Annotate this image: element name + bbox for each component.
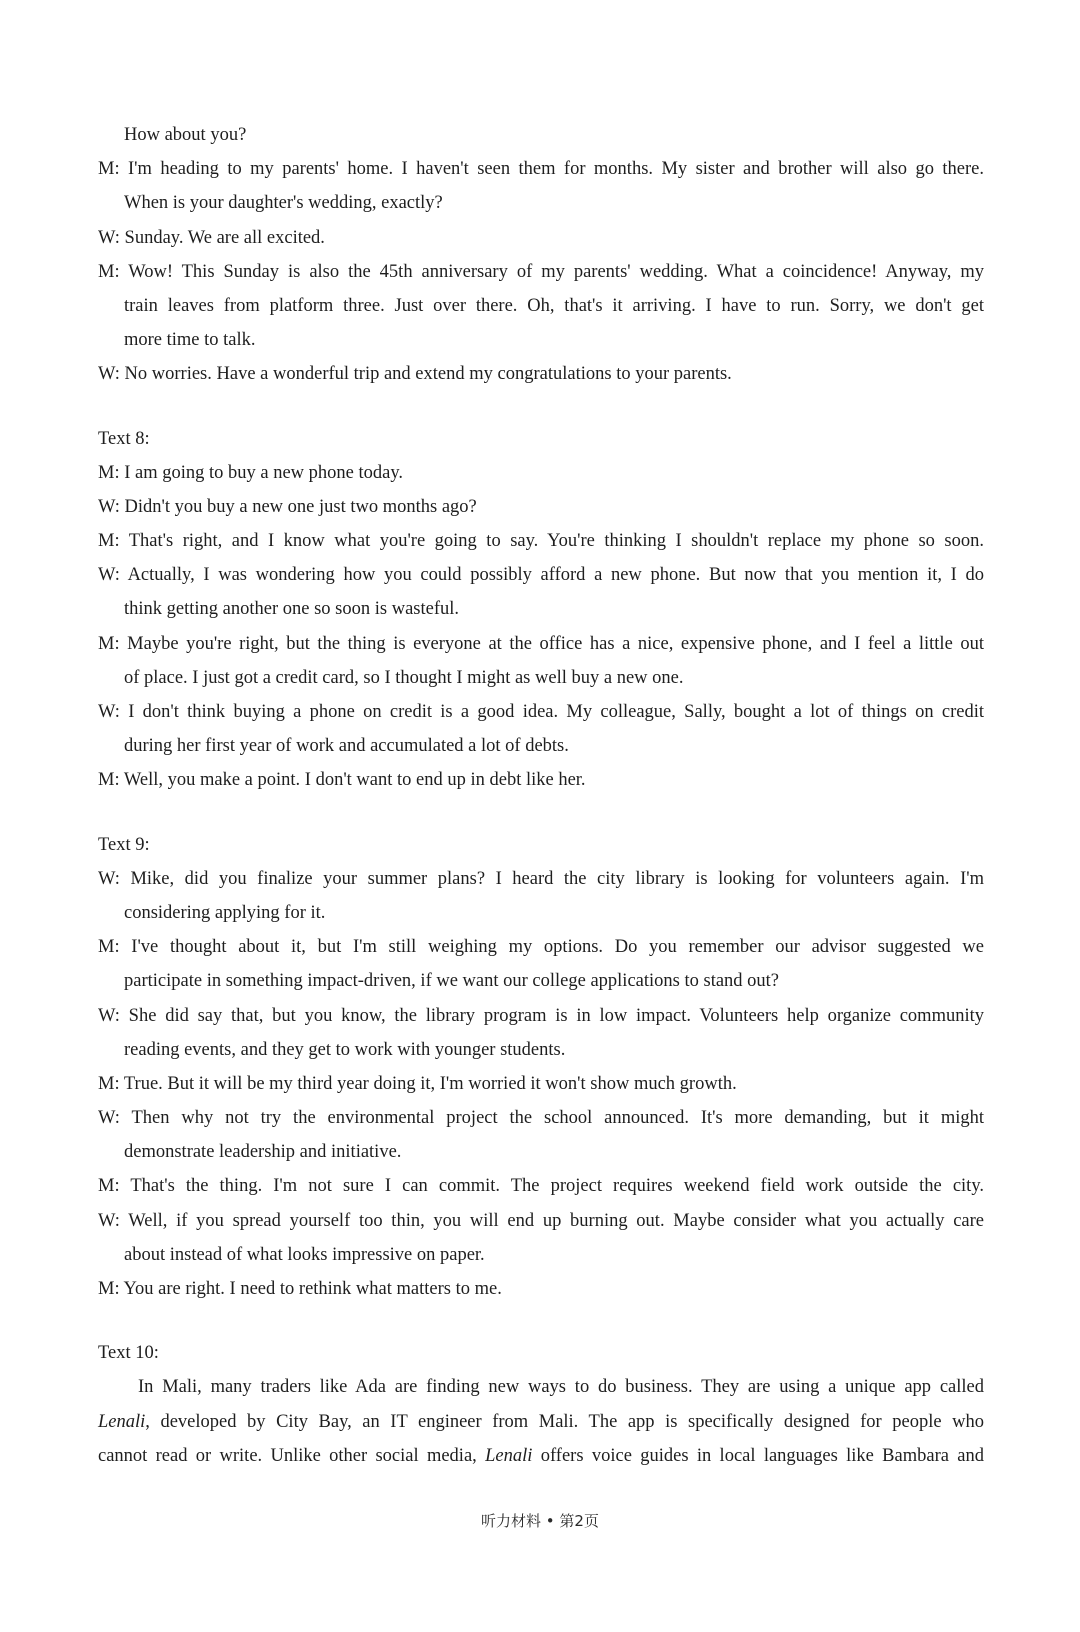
text-line: W: Mike, did you finalize your summer plans? I heard the city library is looking for volunteers again. I'm	[98, 868, 984, 889]
text-line: W: I don't think buying a phone on credit is a good idea. My colleague, Sally, bought a lot of things on credit	[98, 702, 984, 722]
page-footer: 听力材料 • 第2页	[481, 1512, 599, 1530]
text-line: think getting another one so soon is wasteful.	[124, 599, 460, 620]
text-span: offers voice guides in local languages like Bambara and	[532, 1445, 984, 1466]
text-line: W: Didn't you buy a new one just two months ago?	[98, 496, 477, 517]
text-line: M: I am going to buy a new phone today.	[98, 462, 404, 483]
text-line: W: She did say that, but you know, the library program is in low impact. Volunteers help organize community	[98, 1005, 984, 1026]
text-span: cannot read or write. Unlike other social media,	[98, 1445, 486, 1466]
text-line: M: True. But it will be my third year doing it, I'm worried it won't show much growth.	[98, 1073, 737, 1094]
text-line: of place. I just got a credit card, so I thought I might as well buy a new one.	[124, 667, 684, 688]
text-span: , developed by City Bay, an IT engineer from Mali. The app is specifically designed for people who	[145, 1411, 984, 1432]
text-line: M: That's right, and I know what you're going to say. You're thinking I shouldn't replace my phone so soon.	[98, 531, 984, 552]
text-line: W: Sunday. We are all excited.	[98, 227, 325, 248]
text-line: M: You are right. I need to rethink what matters to me.	[98, 1279, 502, 1299]
text-line: M: That's the thing. I'm not sure I can commit. The project requires weekend field work outside the city.	[98, 1176, 984, 1197]
app-name-italic: Lenali	[485, 1445, 533, 1466]
app-name-italic: Lenali	[98, 1411, 146, 1432]
text-line: M: I've thought about it, but I'm still weighing my options. Do you remember our advisor suggested we	[98, 937, 984, 958]
text-line: reading events, and they get to work with younger students.	[124, 1039, 566, 1060]
text-line: W: No worries. Have a wonderful trip and extend my congratulations to your parents.	[98, 364, 732, 385]
text-line: demonstrate leadership and initiative.	[124, 1142, 402, 1163]
text-line: When is your daughter's wedding, exactly?	[124, 193, 443, 214]
text-line: W: Well, if you spread yourself too thin, you will end up burning out. Maybe consider what you actually care	[98, 1210, 984, 1231]
transcript-body	[98, 118, 984, 1473]
text-line	[98, 1439, 984, 1473]
text-line: M: Well, you make a point. I don't want to end up in debt like her.	[98, 770, 586, 791]
text-line: considering applying for it.	[124, 902, 326, 923]
section-heading-text-9: Text 9:	[98, 834, 150, 855]
text-line: about instead of what looks impressive on paper.	[124, 1244, 485, 1265]
text-line: W: Then why not try the environmental project the school announced. It's more demanding, but it might	[98, 1108, 984, 1129]
text-line: train leaves from platform three. Just over there. Oh, that's it arriving. I have to run. Sorry, we don't get	[124, 295, 984, 316]
text-line: participate in something impact-driven, if we want our college applications to stand out?	[124, 971, 780, 992]
text-line: during her first year of work and accumulated a lot of debts.	[124, 736, 569, 757]
text-line: M: I'm heading to my parents' home. I haven't seen them for months. My sister and brother will also go there.	[98, 159, 984, 180]
text-line: How about you?	[124, 125, 247, 145]
text-line: In Mali, many traders like Ada are finding new ways to do business. They are using a unique app called	[138, 1377, 984, 1398]
section-heading-text-8: Text 8:	[98, 428, 150, 449]
section-heading-text-10: Text 10:	[98, 1343, 159, 1364]
text-line: M: Wow! This Sunday is also the 45th anniversary of my parents' wedding. What a coincidence! Anyway, my	[98, 261, 984, 282]
text-line	[98, 1405, 984, 1439]
text-line: more time to talk.	[124, 330, 256, 351]
text-line: W: Actually, I was wondering how you could possibly afford a new phone. But now that you mention it, I do	[98, 565, 984, 586]
text-line: M: Maybe you're right, but the thing is everyone at the office has a nice, expensive phone, and I feel a little out	[98, 633, 984, 654]
